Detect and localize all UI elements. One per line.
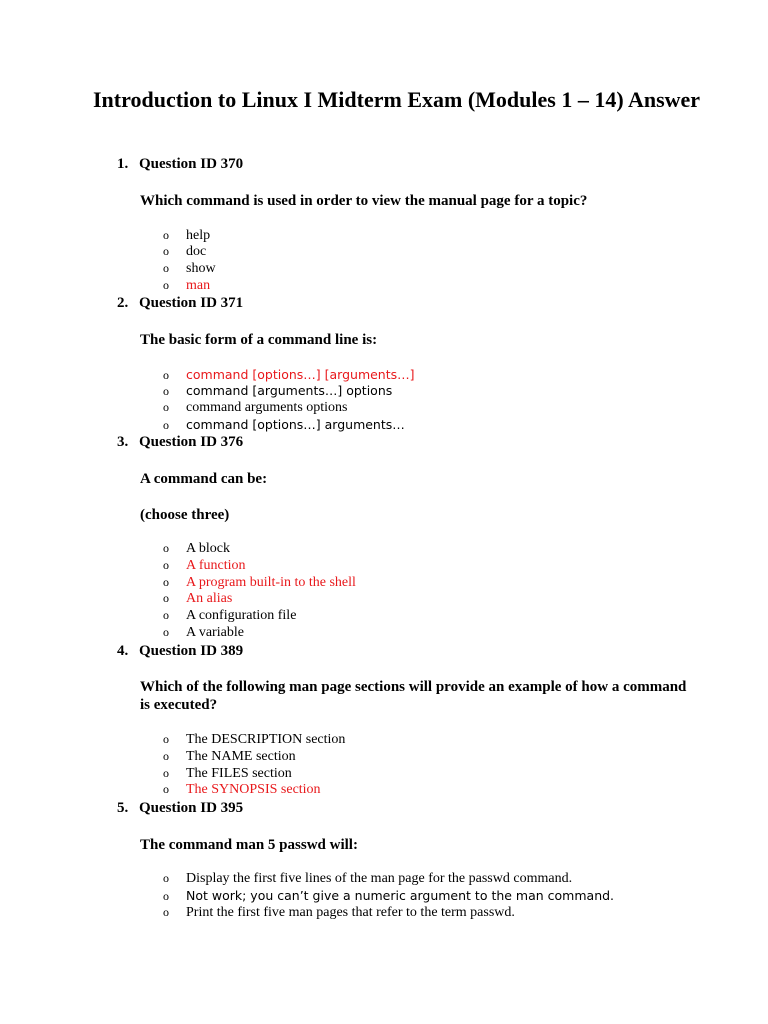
- question-id: Question ID 376: [139, 434, 244, 450]
- option-label: A function: [186, 558, 246, 573]
- question-id: Question ID 370: [139, 156, 244, 172]
- bullet-icon: o: [163, 541, 169, 555]
- bullet-icon: o: [163, 261, 169, 275]
- question-prompt: The basic form of a command line is:: [140, 332, 378, 348]
- bullet-icon: o: [163, 228, 169, 242]
- option-label: A program built-in to the shell: [186, 575, 356, 590]
- bullet-icon: o: [163, 749, 169, 763]
- option-label: The FILES section: [186, 766, 292, 781]
- bullet-icon: o: [163, 782, 169, 796]
- bullet-icon: o: [163, 384, 169, 398]
- bullet-icon: o: [163, 732, 169, 746]
- question-header: [117, 294, 243, 312]
- option-label: The DESCRIPTION section: [186, 732, 346, 747]
- question-id: Question ID 395: [139, 800, 244, 816]
- question-prompt: A command can be:: [140, 471, 268, 487]
- question-number: 4.: [117, 643, 129, 659]
- answer-option-correct: [163, 781, 321, 798]
- option-label: Display the first five lines of the man page for the passwd command.: [186, 871, 573, 886]
- option-label: doc: [186, 244, 207, 259]
- question-number: 2.: [117, 295, 129, 311]
- option-label: show: [186, 261, 216, 276]
- question-prompt: Which command is used in order to view the manual page for a topic?: [140, 193, 588, 209]
- question-id: Question ID 389: [139, 643, 244, 659]
- answer-option: [163, 382, 392, 400]
- option-label: Not work; you can’t give a numeric argument to the man command.: [186, 888, 615, 903]
- option-label: Print the first five man pages that refer to the term passwd.: [186, 905, 515, 920]
- question-number: 1.: [117, 156, 129, 172]
- bullet-icon: o: [163, 608, 169, 622]
- question-header: [117, 799, 243, 817]
- question-instruction: (choose three): [140, 507, 230, 523]
- option-label: The NAME section: [186, 749, 296, 764]
- answer-option: [163, 624, 244, 641]
- answer-option: [163, 243, 206, 260]
- bullet-icon: o: [163, 889, 169, 903]
- question-header: [117, 155, 243, 173]
- answer-option: [163, 765, 292, 782]
- option-label: A configuration file: [186, 608, 297, 623]
- answer-option: [163, 748, 296, 765]
- answer-option: [163, 540, 230, 557]
- bullet-icon: o: [163, 871, 169, 885]
- question-header: [117, 642, 243, 660]
- option-label: command [options…] arguments…: [186, 417, 405, 432]
- option-label: help: [186, 228, 211, 243]
- bullet-icon: o: [163, 400, 169, 414]
- option-label: A variable: [186, 625, 244, 640]
- question-header: [117, 433, 243, 451]
- option-label: man: [186, 278, 211, 293]
- bullet-icon: o: [163, 905, 169, 919]
- bullet-icon: o: [163, 558, 169, 572]
- bullet-icon: o: [163, 766, 169, 780]
- answer-option: [163, 731, 345, 748]
- bullet-icon: o: [163, 418, 169, 432]
- question-number: 5.: [117, 800, 129, 816]
- question-id: Question ID 371: [139, 295, 244, 311]
- option-label: command arguments options: [186, 400, 348, 415]
- bullet-icon: o: [163, 591, 169, 605]
- answer-option-correct: [163, 277, 210, 294]
- answer-option: [163, 227, 210, 244]
- bullet-icon: o: [163, 575, 169, 589]
- question-prompt: Which of the following man page sections will provide an example of how a command is executed?: [140, 679, 687, 713]
- question-prompt: The command man 5 passwd will:: [140, 837, 358, 853]
- answer-option: [163, 607, 296, 624]
- answer-option: [163, 399, 348, 416]
- answer-option-correct: [163, 590, 232, 607]
- option-label: A block: [186, 541, 230, 556]
- answer-option-correct: [163, 574, 356, 591]
- answer-option: [163, 870, 572, 887]
- option-label: The SYNOPSIS section: [186, 782, 321, 797]
- answer-option: [163, 260, 216, 277]
- answer-option: [163, 887, 614, 905]
- document-title: Introduction to Linux I Midterm Exam (Modules 1 – 14) Answer: [93, 87, 701, 112]
- question-number: 3.: [117, 434, 129, 450]
- bullet-icon: o: [163, 244, 169, 258]
- option-label: command [arguments…] options: [186, 383, 393, 398]
- answer-option-correct: [163, 557, 246, 574]
- option-label: An alias: [186, 591, 233, 606]
- answer-option: [163, 416, 405, 434]
- option-label: command [options…] [arguments…]: [186, 367, 415, 382]
- answer-option: [163, 904, 515, 921]
- bullet-icon: o: [163, 368, 169, 382]
- bullet-icon: o: [163, 625, 169, 639]
- bullet-icon: o: [163, 278, 169, 292]
